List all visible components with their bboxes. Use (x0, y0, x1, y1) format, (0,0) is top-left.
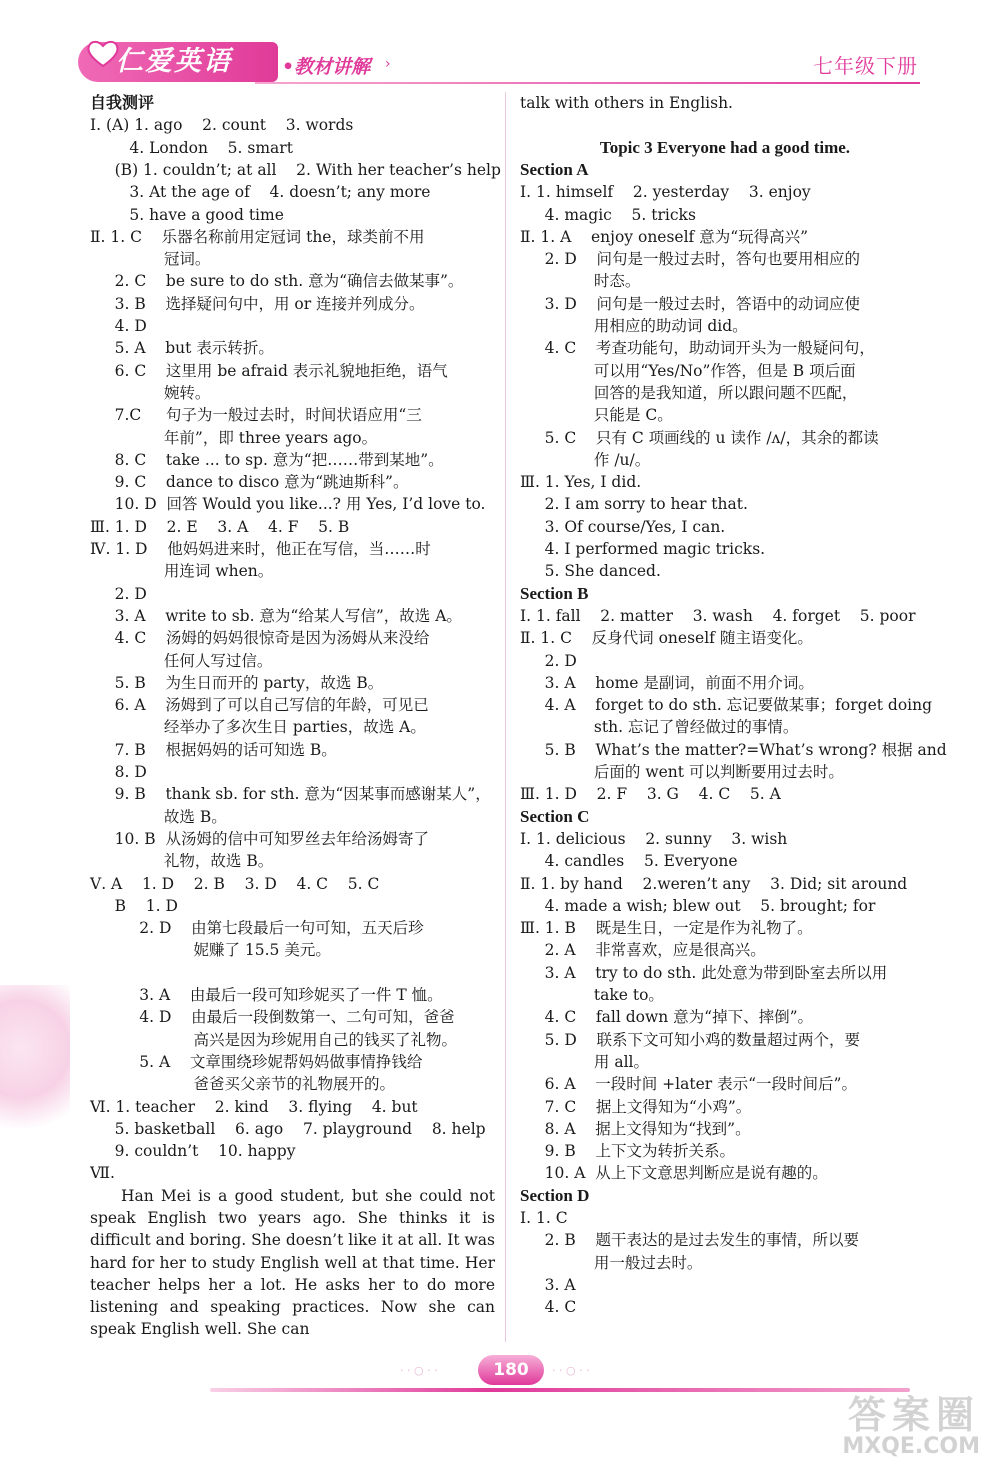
answer-line: 5. A 文章围绕珍妮帮妈妈做事情挣钱给 (90, 1052, 423, 1071)
section-c-heading: Section C (520, 806, 590, 826)
answer-line: 6. C 这里用 be afraid 表示礼貌地拒绝，语气 (90, 361, 448, 380)
answer-line: Ⅱ. 1. by hand 2.weren’t any 3. Did; sit around (520, 874, 908, 893)
answer-line: 5. C 只有 C 项画线的 u 读作 /ʌ/，其余的都读 (520, 428, 879, 447)
answer-line: Ⅲ. 1. D 2. E 3. A 4. F 5. B (90, 517, 350, 536)
answer-line: 9. B thank sb. for sth. 意为“因某事而感谢某人”， (90, 785, 491, 804)
answer-line: 2. B 题干表达的是过去发生的事情，所以要 (520, 1231, 859, 1250)
answer-line: 用一般过去时。 (520, 1253, 703, 1272)
answer-line: 婉转。 (90, 383, 211, 402)
answer-line: 2. D (90, 584, 147, 603)
answer-line: 故选 B。 (90, 807, 227, 826)
answer-line: Ⅵ. 1. teacher 2. kind 3. flying 4. but (90, 1097, 418, 1116)
book-logo: 仁爱英语 (78, 42, 278, 82)
answer-line: 2. A 非常喜欢，应是很高兴。 (520, 941, 766, 960)
answer-line: 2. D (520, 651, 577, 670)
section-a-heading: Section A (520, 159, 589, 179)
answer-line: 9. C dance to disco 意为“跳迪斯科”。 (90, 473, 409, 492)
answer-line: Ⅲ. 1. Yes, I did. (520, 473, 642, 492)
header-rule (255, 82, 920, 84)
answer-line: 5. D 联系下文可知小鸡的数量超过两个，要 (520, 1030, 860, 1049)
answer-line: 4. C 考查功能句，助动词开头为一般疑问句， (520, 339, 875, 358)
answer-line: 3. A try to do sth. 此处意为带到卧室去所以用 (520, 963, 888, 982)
answer-line: 7.C 句子为一般过去时，时间状语应用“三 (90, 406, 422, 425)
answer-line: 8. D (90, 763, 147, 781)
answer-line: 5. A but 表示转折。 (90, 339, 274, 358)
page-number: 180 (478, 1355, 544, 1385)
answer-line: B 1. D (90, 896, 178, 915)
answer-line: 7. C 据上文得知为“小鸡”。 (520, 1097, 752, 1116)
header-arrow-icon: › (385, 56, 391, 72)
answer-line: 用连词 when。 (90, 562, 274, 581)
answer-line: Ⅶ. (90, 1164, 115, 1183)
answer-line: Ⅲ. 1. D 2. F 3. G 4. C 5. A (520, 785, 781, 804)
answer-line: (B) 1. couldn’t; at all 2. With her teacher’s help (90, 160, 501, 179)
section-d-heading: Section D (520, 1185, 590, 1205)
section-b-heading: Section B (520, 583, 589, 603)
answer-line: 冠词。 (90, 250, 211, 269)
column-divider (505, 92, 506, 1342)
essay-continuation: talk with others in English. (520, 94, 733, 112)
answer-line: 可以用“Yes/No”作答，但是 B 项后面 (520, 361, 856, 380)
answer-line: 高兴是因为珍妮用自己的钱买了礼物。 (90, 1030, 457, 1049)
answer-line: Ⅴ. A 1. D 2. B 3. D 4. C 5. C (90, 874, 380, 893)
answer-line: 4. A forget to do sth. 忘记要做某事；forget doing (520, 696, 933, 715)
topic-heading: Topic 3 Everyone had a good time. (599, 137, 851, 157)
answer-line: 8. C take ... to sp. 意为“把……带到某地”。 (90, 450, 444, 469)
answer-line: 4. made a wish; blew out 5. brought; for (520, 896, 876, 915)
answer-line: 8. A 据上文得知为“找到”。 (520, 1119, 751, 1138)
answer-line: Ⅰ. (A) 1. ago 2. count 3. words (90, 116, 354, 135)
section-title: 自我测评 (90, 93, 155, 112)
answer-line: sth. 忘记了曾经做过的事情。 (520, 718, 799, 737)
answer-line: 4. D 由最后一段倒数第一、二句可知，爸爸 (90, 1008, 455, 1027)
answer-line: Ⅰ. 1. himself 2. yesterday 3. enjoy (520, 183, 811, 202)
answer-line: 7. B 根据妈妈的话可知选 B。 (90, 740, 337, 759)
answer-line: 6. A 汤姆到了可以自己写信的年龄，可见已 (90, 696, 429, 715)
answer-line: 5. have a good time (90, 205, 284, 224)
answer-line: Ⅱ. 1. C 反身代词 oneself 随主语变化。 (520, 629, 813, 648)
footer-dots-right: · · ○ · · (552, 1364, 590, 1377)
answer-line: 2. D 问句是一般过去时，答句也要用相应的 (520, 250, 860, 269)
answer-line: 5. B 为生日而开的 party，故选 B。 (90, 673, 384, 692)
answer-line: Ⅰ. 1. fall 2. matter 3. wash 4. forget 5. poor (520, 606, 916, 625)
answer-line: 4. magic 5. tricks (520, 205, 696, 224)
answer-line: 4. C 汤姆的妈妈很惊奇是因为汤姆从来没给 (90, 629, 430, 648)
watermark-text: 答案圈 (847, 1393, 980, 1437)
essay-paragraph: Han Mei is a good student, but she could not speak English two years ago. She thinks it is difficult and boring. She doesn’t like it at all. It was hard for her to study English well at that time. Her teacher helps her a lot. He asks her to do more listening and speaking practices. Now she can speak English well. She can (90, 1186, 495, 1339)
answer-line: 后面的 went 可以判断要用过去时。 (520, 763, 844, 781)
answer-line: 4. London 5. smart (90, 138, 293, 157)
answer-line: 回答的是我知道，所以跟问题不匹配， (520, 383, 858, 402)
watermark (796, 1395, 986, 1461)
grade-label: 七年级下册 (813, 54, 918, 78)
answer-line: 5. B What’s the matter?=What’s wrong? 根据 and (520, 740, 947, 759)
answer-line: 经举办了多次生日 parties，故选 A。 (90, 718, 426, 737)
answer-line: Ⅱ. 1. A enjoy oneself 意为“玩得高兴” (520, 227, 809, 246)
answer-line: 任何人写过信。 (90, 651, 273, 670)
answer-line: 4. candles 5. Everyone (520, 852, 738, 871)
answer-line: 只能是 C。 (520, 406, 673, 425)
answer-line: 3. D 问句是一般过去时，答语中的动词应使 (520, 294, 860, 313)
answer-line: 6. A 一段时间 +later 表示“一段时间后”。 (520, 1075, 857, 1094)
heart-icon (86, 40, 120, 68)
answer-line: 10. B 从汤姆的信中可知罗丝去年给汤姆寄了 (90, 829, 429, 848)
answer-line: 5. She danced. (520, 562, 661, 581)
answer-line: Ⅰ. 1. delicious 2. sunny 3. wish (520, 829, 788, 848)
answer-line: 3. A home 是副词，前面不用介词。 (520, 673, 814, 692)
answer-line: 礼物，故选 B。 (90, 852, 274, 871)
answer-line: 9. couldn’t 10. happy (90, 1142, 296, 1161)
answer-line: Ⅲ. 1. B 既是生日，一定是作为礼物了。 (520, 919, 813, 938)
answer-line: 3. Of course/Yes, I can. (520, 517, 726, 536)
answer-line: 3. B 选择疑问句中，用 or 连接并列成分。 (90, 294, 425, 313)
answer-line: 4. I performed magic tricks. (520, 540, 766, 558)
answer-line: 4. D (90, 317, 147, 335)
answer-line: 妮赚了 15.5 美元。 (90, 941, 331, 960)
answer-line: take to。 (520, 986, 664, 1004)
answer-line: 10. A 从上下文意思判断应是说有趣的。 (520, 1164, 828, 1183)
answer-line: 4. C (520, 1298, 577, 1317)
footer-dots-left: · · ○ · · (400, 1364, 438, 1377)
answer-line: 用 all。 (520, 1052, 649, 1071)
header-subtitle: •教材讲解 (282, 56, 371, 78)
answer-line: 作 /u/。 (520, 450, 651, 469)
answer-line: Ⅳ. 1. D 他妈妈进来时，他正在写信，当……时 (90, 540, 431, 558)
watermark-url: MXQE.COM (842, 1434, 980, 1459)
answer-line: 时态。 (520, 272, 641, 291)
answer-line: 5. basketball 6. ago 7. playground 8. help (90, 1119, 486, 1138)
answer-line: 9. B 上下文为转折关系。 (520, 1142, 735, 1161)
answer-line: 爸爸买父亲节的礼物展开的。 (90, 1075, 395, 1094)
answer-line: 2. I am sorry to hear that. (520, 495, 748, 514)
answer-line: 2. C be sure to do sth. 意为“确信去做某事”。 (90, 272, 464, 291)
answer-line: Ⅰ. 1. C (520, 1209, 568, 1227)
answer-line: 3. A write to sb. 意为“给某人写信”，故选 A。 (90, 606, 462, 625)
answer-line: 10. D 回答 Would you like...? 用 Yes, I’d love to. (90, 495, 486, 514)
answer-line: 3. A (520, 1275, 576, 1294)
answer-line: 3. At the age of 4. doesn’t; any more (90, 183, 431, 202)
answer-line: 年前”，即 three years ago。 (90, 428, 378, 447)
footer-rule (210, 1388, 910, 1392)
page-header (0, 0, 1000, 95)
answer-line: 3. A 由最后一段可知珍妮买了一件 T 恤。 (90, 986, 443, 1004)
answer-line: 2. D 由第七段最后一句可知，五天后珍 (90, 919, 424, 938)
corner-decoration (0, 985, 70, 1145)
answer-line: 4. C fall down 意为“掉下、摔倒”。 (520, 1008, 814, 1027)
answer-line: 用相应的助动词 did。 (520, 317, 748, 335)
answer-line: Ⅱ. 1. C 乐器名称前用定冠词 the，球类前不用 (90, 227, 425, 246)
